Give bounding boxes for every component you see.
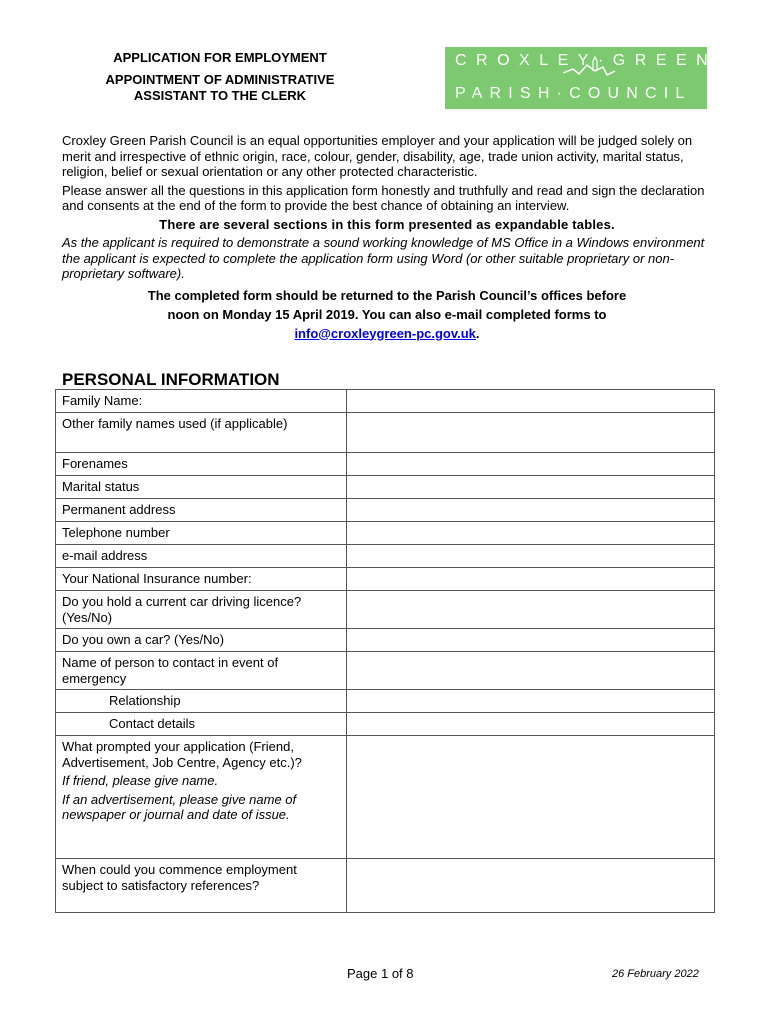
form-title: APPLICATION FOR EMPLOYMENT [113,50,327,65]
field-label: Permanent address [56,499,347,522]
appointment-title-line2: ASSISTANT TO THE CLERK [133,88,307,103]
table-row [56,736,715,859]
table-row [56,713,715,736]
telephone-field[interactable] [347,522,715,545]
marital-status-field[interactable] [347,476,715,499]
application-source-field[interactable] [347,736,715,859]
table-row [56,652,715,690]
table-row [56,522,715,545]
instructions-paragraph: Please answer all the questions in this application form honestly and truthfully and read and sign the declaration and consents at the end of the form to provide the best chance of obtaining an interview. [62,182,705,213]
permanent-address-field[interactable] [347,499,715,522]
table-row [56,690,715,713]
ms-office-note: As the applicant is required to demonstrate a sound working knowledge of MS Office in a Windows environment the applicant is expected to complete the application form using Word (or other suitable proprietary or non-proprietary software). [62,235,705,281]
relationship-field[interactable] [347,690,715,713]
sections-note: There are several sections in this form presented as expandable tables. [159,216,615,232]
appointment-title-line1: APPOINTMENT OF ADMINISTRATIVE [105,72,335,87]
field-label: Do you own a car? (Yes/No) [56,629,347,652]
field-label: Name of person to contact in event of emergency [56,652,347,690]
family-name-field[interactable] [347,390,715,413]
return-instructions [62,286,712,343]
field-label: Relationship [56,690,347,713]
field-label: Telephone number [56,522,347,545]
field-label: Marital status [56,476,347,499]
return-line-2: noon on Monday 15 April 2019. You can also e-mail completed forms to [167,306,607,322]
contact-details-field[interactable] [347,713,715,736]
emergency-contact-name-field[interactable] [347,652,715,690]
personal-information-heading: PERSONAL INFORMATION [62,370,280,389]
table-row [56,476,715,499]
field-label: Your National Insurance number: [56,568,347,591]
field-note-advertisement: If an advertisement, please give name of newspaper or journal and date of issue. [62,791,297,822]
forenames-field[interactable] [347,453,715,476]
intro-text [62,133,712,343]
commencement-date-field[interactable] [347,859,715,913]
field-label: e-mail address [56,545,347,568]
council-logo [445,47,718,109]
table-row [56,499,715,522]
other-family-names-field[interactable] [347,413,715,453]
equal-opportunities-paragraph: Croxley Green Parish Council is an equal opportunities employer and your application will be judged solely on merit and irrespective of ethnic origin, race, colour, gender, disability, age, trade union activity, marital status, religion, belief or sexual orientation or any other protected characteristic. [62,133,693,179]
table-row [56,545,715,568]
field-label: What prompted your application (Friend, Advertisement, Job Centre, Agency etc.)? [62,739,302,770]
field-label: Do you hold a current car driving licence? (Yes/No) [56,591,347,629]
table-row [56,413,715,453]
driving-licence-field[interactable] [347,591,715,629]
logo-line-parish-council: PARISH·COUNCIL [455,85,692,102]
field-label: Contact details [56,713,347,736]
field-note-friend: If friend, please give name. [62,773,219,788]
table-row [56,591,715,629]
field-label-group [56,736,347,859]
table-row [56,390,715,413]
table-row [56,629,715,652]
footer-date: 26 February 2022 [612,968,699,980]
return-line-1: The completed form should be returned to the Parish Council’s offices before [147,287,627,303]
document-header [60,50,380,104]
email-suffix: . [475,325,480,341]
table-row [56,568,715,591]
personal-information-table [55,389,715,913]
email-link[interactable]: info@croxleygreen-pc.gov.uk [294,325,476,341]
page-number: Page 1 of 8 [347,966,414,981]
field-label: When could you commence employment subject to satisfactory references? [56,859,347,913]
field-label: Forenames [56,453,347,476]
logo-line-croxley-green: CROXLEY·GREEN [455,52,718,69]
national-insurance-field[interactable] [347,568,715,591]
own-car-field[interactable] [347,629,715,652]
field-label: Family Name: [56,390,347,413]
field-label: Other family names used (if applicable) [56,413,347,453]
table-row [56,453,715,476]
email-field[interactable] [347,545,715,568]
table-row [56,859,715,913]
